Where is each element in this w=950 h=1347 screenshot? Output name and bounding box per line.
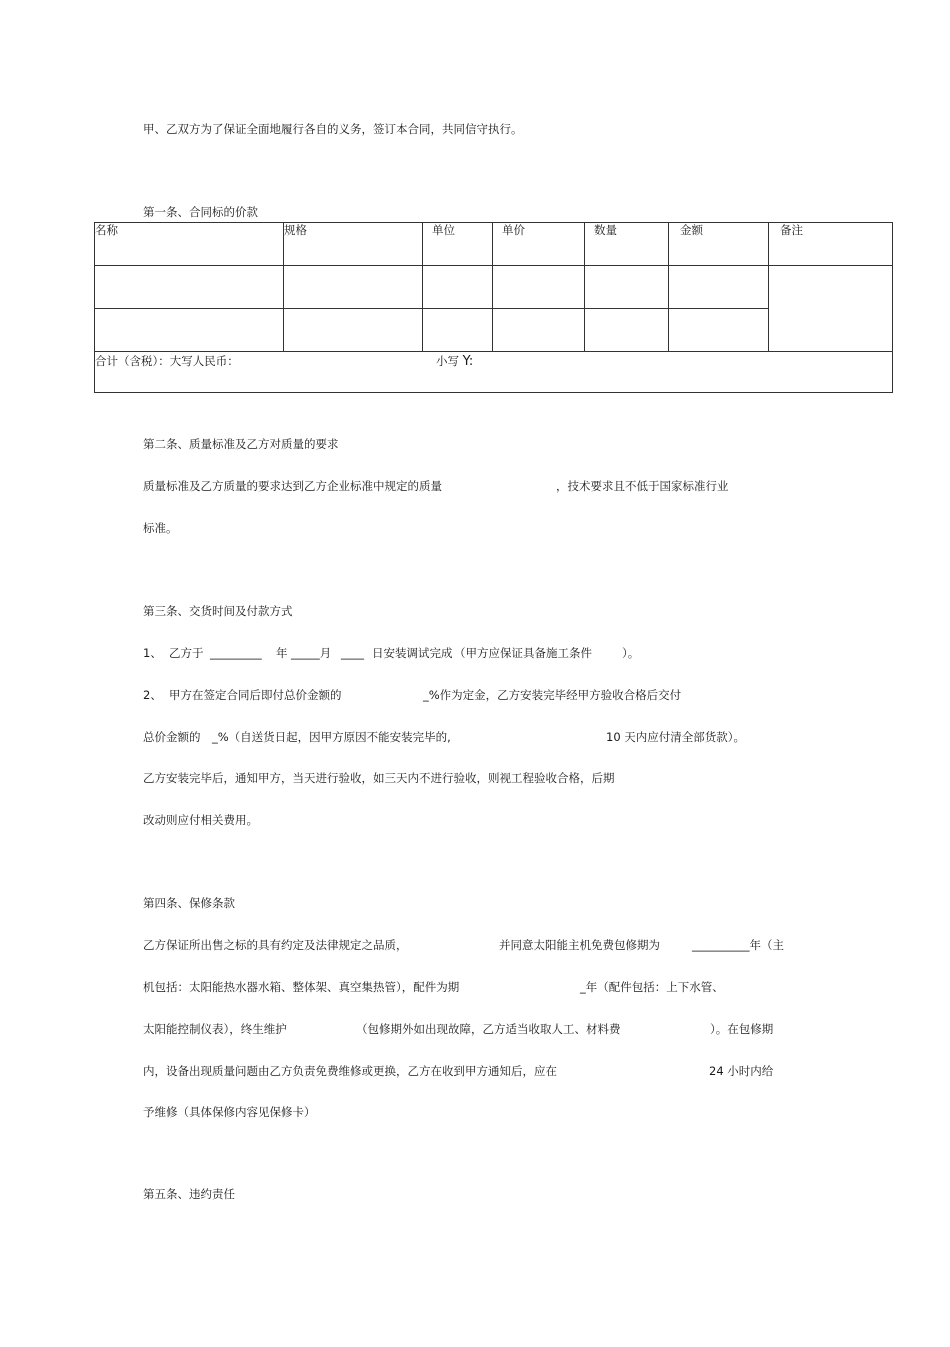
article2-line1a: 质量标准及乙方质量的要求达到乙方企业标准中规定的质量 xyxy=(143,479,442,493)
table-header-row xyxy=(95,223,893,266)
article2-title: 第二条、质量标准及乙方对质量的要求 xyxy=(143,437,339,451)
table-cell[interactable] xyxy=(669,309,769,352)
table-cell[interactable] xyxy=(585,309,669,352)
article3-title: 第三条、交货时间及付款方式 xyxy=(143,604,293,618)
table-row xyxy=(95,266,893,309)
item1-text-d: （甲方应保证具备施工条件 xyxy=(454,646,592,660)
item1-text-year: 年 xyxy=(276,646,288,660)
intro-paragraph: 甲、乙双方为了保证全面地履行各自的义务，签订本合同，共同信守执行。 xyxy=(143,122,523,136)
article5-title: 第五条、违约责任 xyxy=(143,1187,235,1201)
table-cell[interactable] xyxy=(95,266,284,309)
total-label: 合计（含税）：大写人民币： xyxy=(95,354,239,368)
article1-title: 第一条、合同标的价款 xyxy=(143,205,258,219)
item1-number: 1、 xyxy=(143,646,162,660)
article3-line3a: 总价金额的 xyxy=(143,730,201,744)
article4-line5: 予维修（具体保修内容见保修卡） xyxy=(143,1105,316,1119)
article4-line2b: _年（配件包括：上下水管、 xyxy=(580,980,724,994)
table-cell[interactable] xyxy=(669,266,769,309)
item1-text-a: 乙方于 xyxy=(169,646,204,660)
article4-line3b: （包修期外如出现故障，乙方适当收取人工、材料费 xyxy=(356,1022,621,1036)
table-cell[interactable] xyxy=(493,266,585,309)
table-cell[interactable] xyxy=(493,309,585,352)
header-remarks: 备注 xyxy=(769,223,893,266)
article4-line4a: 内，设备出现质量问题由乙方负责免费维修或更换，乙方在收到甲方通知后，应在 xyxy=(143,1064,557,1078)
item1-text-e: ）。 xyxy=(622,646,640,660)
header-name: 名称 xyxy=(95,223,284,266)
article2-line1b: ，技术要求且不低于国家标准行业 xyxy=(556,479,729,493)
table-cell[interactable] xyxy=(423,309,493,352)
small-label: 小写 Y: xyxy=(436,354,474,369)
article3-line5: 改动则应付相关费用。 xyxy=(143,813,258,827)
article3-line3c: 10 天内应付清全部货款）。 xyxy=(606,730,746,744)
header-spec: 规格 xyxy=(284,223,423,266)
article3-line4: 乙方安装完毕后，通知甲方，当天进行验收，如三天内不进行验收，则视工程验收合格，后期 xyxy=(143,771,615,785)
table-cell[interactable] xyxy=(585,266,669,309)
article4-line4b: 24 小时内给 xyxy=(709,1064,774,1078)
table-cell[interactable] xyxy=(423,266,493,309)
article4-title: 第四条、保修条款 xyxy=(143,896,235,910)
article2-line2: 标准。 xyxy=(143,521,178,535)
item1-text-c: 日安装调试完成 xyxy=(372,646,453,660)
total-cell xyxy=(95,352,893,393)
article4-line3c: ）。在包修期 xyxy=(710,1022,774,1036)
item2-text-b: _%作为定金，乙方安装完毕经甲方验收合格后交付 xyxy=(423,688,682,702)
table-cell[interactable] xyxy=(284,309,423,352)
article4-line2a: 机包括：太阳能热水器水箱、整体架、真空集热管），配件为期 xyxy=(143,980,460,994)
item1-blank-month: _____月 xyxy=(291,646,332,660)
item2-number: 2、 xyxy=(143,688,162,702)
article4-line1c: __________年（主 xyxy=(692,938,784,952)
header-unit-price: 单价 xyxy=(493,223,585,266)
small-symbol: Y: xyxy=(462,354,474,369)
table-cell[interactable] xyxy=(95,309,284,352)
header-quantity: 数量 xyxy=(585,223,669,266)
table-cell[interactable] xyxy=(284,266,423,309)
item1-blank-day: ____ xyxy=(341,646,364,660)
article4-line3a: 太阳能控制仪表），终生维护 xyxy=(143,1022,287,1036)
item1-blank-year: _________ xyxy=(210,646,262,660)
article3-line3b: _%（自送货日起，因甲方原因不能安装完毕的, xyxy=(212,730,451,744)
item2-text-a: 甲方在签定合同后即付总价金额的 xyxy=(169,688,342,702)
article4-line1b: 并同意太阳能主机免费包修期为 xyxy=(499,938,660,952)
remarks-cell[interactable] xyxy=(769,266,893,352)
total-row xyxy=(95,352,893,393)
price-table xyxy=(94,222,893,393)
header-amount: 金额 xyxy=(669,223,769,266)
header-unit: 单位 xyxy=(423,223,493,266)
article4-line1a: 乙方保证所出售之标的具有约定及法律规定之品质， xyxy=(143,938,408,952)
